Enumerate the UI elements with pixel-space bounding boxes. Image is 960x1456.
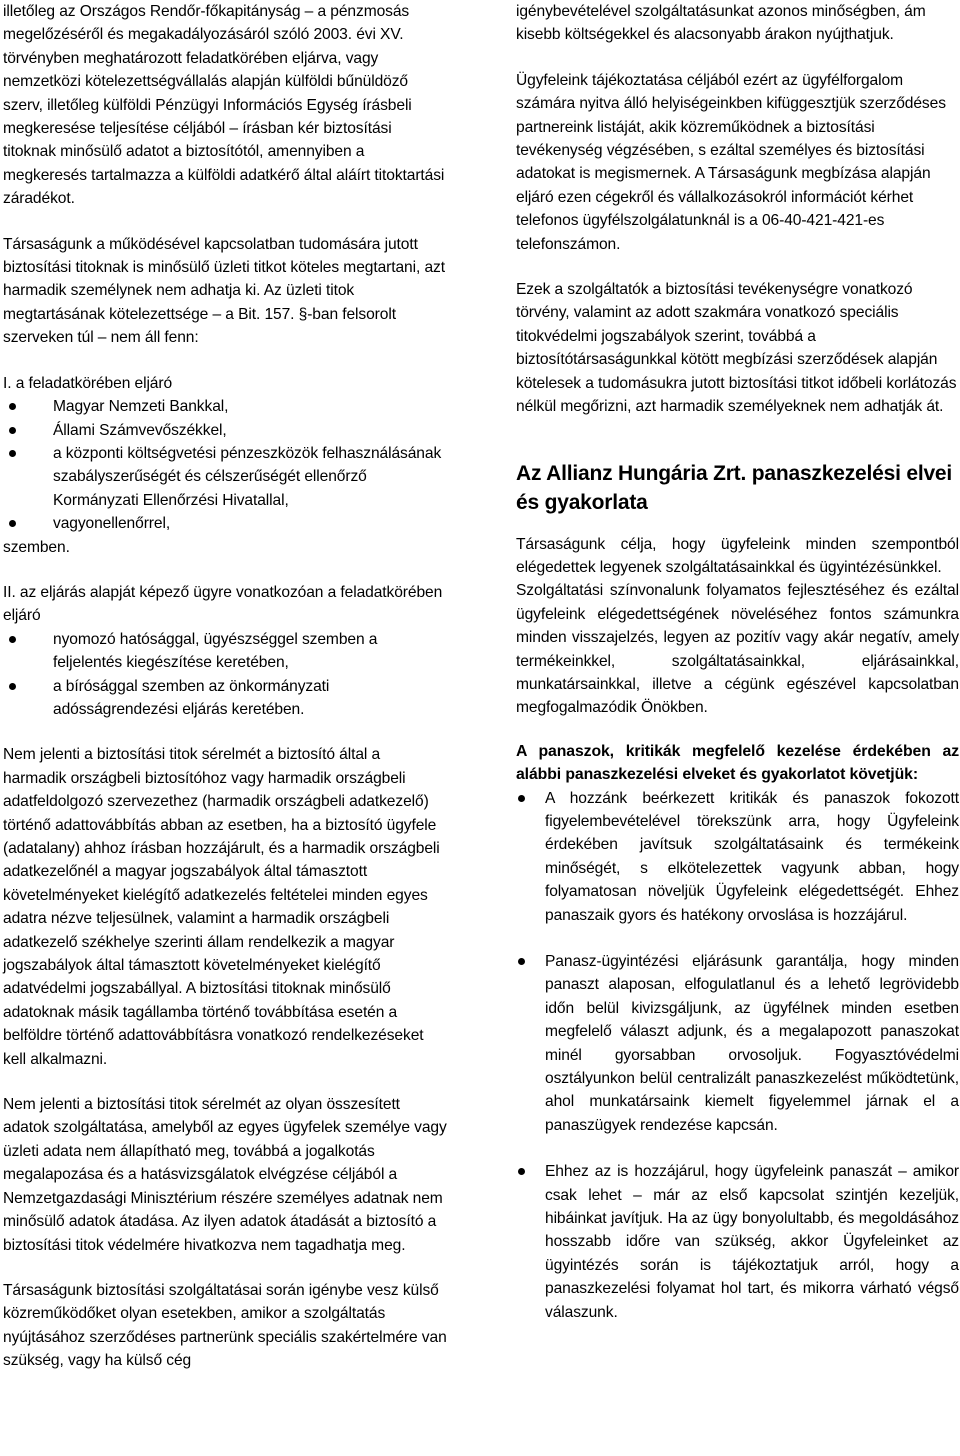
bullet-icon	[9, 636, 16, 643]
list-item: Magyar Nemzeti Bankkal,	[3, 395, 447, 418]
list-item: a bírósággal szemben az önkormányzati adósságrendezési eljárás keretében.	[3, 675, 447, 722]
list2-intro: II. az eljárás alapját képező ügyre vonatkozóan a feladatkörében eljáró	[3, 583, 443, 625]
list2	[3, 628, 447, 722]
list-item: vagyonellenőrrel,	[3, 512, 447, 535]
section-heading: Az Allianz Hungária Zrt. panaszkezelési elvei és gyakorlata	[516, 461, 953, 514]
paragraph-third-country: Nem jelenti a biztosítási titok sérelmét a biztosító által a harmadik országbeli biztosítóhoz vagy harmadik országbeli adatfeldolgozó szervezethez (harmadik országbeli adatkezelő) történő adattovábbítás abban az esetben, ha a biztosító ügyfele (adatalany) ahhoz írásban hozzájárult, és a harmadik országbeli adatkezelőnél a magyar jogszabályok által támasztott követelményeket kielégítő adatkezelés feltételei minden egyes adatra nézve teljesülnek, valamint a harmadik országbeli adatkezelő székhelye szerinti állam rendelkezik a magyar jogszabályok által támasztott követelményeket kielégítő adatvédelmi jogszabállyal. A biztosítási titoknak minősülő adatoknak másik tagállamba történő továbbítása esetén a belföldre történő adattovábbításra vonatkozó rendelkezéseket kell alkalmazni.	[3, 746, 440, 1068]
paragraph-foreign-request: illetőleg az Országos Rendőr-főkapitányság – a pénzmosás megelőzéséről és megakadályozásáról szóló 2003. évi XV. törvényben meghatározott feladatkörében eljárva, vagy nemzetközi kötelezettségvállalás alapján külföldi bűnüldöző szerv, illetőleg külföldi Pénzügyi Információs Egység írásbeli megkeresése teljesítése céljából – írásban kér biztosítási titoknak minősülő adatot a biztosítótól, amennyiben a megkeresés tartalmazza a külföldi adatkérő által aláírt titoktartási záradékot.	[3, 3, 445, 208]
right-column	[516, 0, 959, 1324]
paragraph-continuation: igénybevételével szolgáltatásunkat azonos minőségben, ám kisebb költségekkel és alacsonyabb árakon nyújthatjuk.	[516, 3, 926, 44]
paragraph-business-secret: Társaságunk a működésével kapcsolatban tudomására jutott biztosítási titoknak is minősülő üzleti titkot köteles megtartani, azt harmadik személynek nem adhatja ki. Az üzleti titok megtartásának kötelezettsége – a Bit. 157. §-ban felsorolt szerveken túl – nem áll fenn:	[3, 235, 445, 347]
principles-intro: A panaszok, kritikák megfelelő kezelése érdekében az alábbi panaszkezelési elveket és gyakorlatot követjük:	[516, 742, 959, 784]
bullet-icon	[518, 958, 525, 965]
list-item: Ehhez az is hozzájárul, hogy ügyfeleink panaszát – amikor csak lehet – már az első kapcsolat szintjén kezeljük, hibáinkat javítjuk. Ha az ügy bonyolultabb, és megoldásához hosszabb időre van szükség, akkor Ügyfeleinket az ügyintézés során is tájékoztatjuk arról, hogy a panaszkezelési folyamat hol tart, és mikorra várható végső válaszunk.	[516, 1160, 959, 1324]
list-item: Panasz-ügyintézési eljárásunk garantálja, hogy minden panaszt alaposan, elfogulatlanul és a lehető legrövidebb időn belül kivizsgáljunk, az ügyfélnek minden esetben megfelelő választ adjunk, és a megalapozott panaszokat minél gyorsabban orvosoljuk. Fogyasztóvédelmi osztályunkon belül centralizált panaszkezelést működtetünk, ahol munkatársaink kiemelt figyelemmel járnak el a panaszügyek rendezése kapcsán.	[516, 950, 959, 1137]
list-item: A hozzánk beérkezett kritikák és panaszok fokozott figyelembevételével törekszünk arra, hogy Ügyfeleink érdekében javítsuk szolgáltatásaink és termékeink minőségét, s elkötelezettek vagyunk abban, hogy folyamatosan növeljük Ügyfeleink elégedettségét. Ehhez panaszaik gyors és hatékony orvoslása is hozzájárul.	[516, 787, 959, 927]
paragraph-goal: Társaságunk célja, hogy ügyfeleink minden szempontból elégedettek legyenek szolgáltatásainkkal és ügyintézésünkkel.	[516, 535, 959, 576]
paragraph-provider-obligations: Ezek a szolgáltatók a biztosítási tevékenységre vonatkozó törvény, valamint az adott szakmára vonatkozó speciális titokvédelmi jogszabályok szerint, továbbá a biztosítótársaságunkkal kötött megbízási szerződések alapján kötelesek a tudomásukra jutott biztosítási titkot időbeli korlátozás nélkül megőrizni, azt harmadik személyeknek nem adhatják át.	[516, 281, 957, 416]
left-column	[3, 0, 447, 1373]
list-item: a központi költségvetési pénzeszközök felhasználásának szabályszerűségét és célszerűségét ellenőrző Kormányzati Ellenőrzési Hivatallal,	[3, 442, 447, 512]
bullet-icon	[518, 1168, 525, 1175]
principles-list	[516, 787, 959, 1325]
paragraph-client-information: Ügyfeleink tájékoztatása céljából ezért az ügyfélforgalom számára nyitva álló helyiségeinkben kifüggesztjük szerződéses partnereink listáját, akik közreműködnek a biztosítási tevékenység végzésében, s ezáltal személyes és biztosítási adatokat is megismernek. A Társaságunk megbízása alapján eljáró ezen cégekről és vállalkozásokról információt kérhet telefonos ügyfélszolgálatunknál is a 06-40-421-421-es telefonszámon.	[516, 71, 946, 253]
list-item: nyomozó hatósággal, ügyészséggel szemben a feljelentés kiegészítése keretében,	[3, 628, 447, 675]
bullet-icon	[9, 427, 16, 434]
list1	[3, 395, 447, 535]
list1-outro: szemben.	[3, 538, 70, 556]
list-item: Állami Számvevőszékkel,	[3, 419, 447, 442]
list1-intro: I. a feladatkörében eljáró	[3, 374, 173, 392]
paragraph-feedback: Szolgáltatási színvonalunk folyamatos fejlesztéséhez és ezáltal ügyfeleink elégedettségének növeléséhez fontos számunkra minden visszajelzés, legyen az pozitív vagy akár negatív, amely termékeinkkel, szolgáltatásainkkal, eljárásainkkal, munkatársainkkal, illetve a cégünk egészével kapcsolatban megfogalmazódik Önökben.	[516, 582, 959, 717]
paragraph-external-partners: Társaságunk biztosítási szolgáltatásai során igénybe vesz külső közreműködőket olyan esetekben, amikor a szolgáltatás nyújtásához szerződéses partnerünk speciális szakértelmére van szükség, vagy ha külső cég	[3, 1281, 447, 1370]
bullet-icon	[9, 450, 16, 457]
paragraph-aggregate-data: Nem jelenti a biztosítási titok sérelmét az olyan összesített adatok szolgáltatása, amelyből az egyes ügyfelek személye vagy üzleti adata nem állapítható meg, továbbá a jogalkotás megalapozása és a hatásvizsgálatok elvégzése céljából a Nemzetgazdasági Minisztérium részére személyes adatnak nem minősülő adatok átadása. Az ilyen adatok átadását a biztosító a biztosítási titok védelmére hivatkozva nem tagadhatja meg.	[3, 1096, 447, 1254]
bullet-icon	[9, 520, 16, 527]
bullet-icon	[9, 683, 16, 690]
bullet-icon	[9, 403, 16, 410]
bullet-icon	[518, 795, 525, 802]
